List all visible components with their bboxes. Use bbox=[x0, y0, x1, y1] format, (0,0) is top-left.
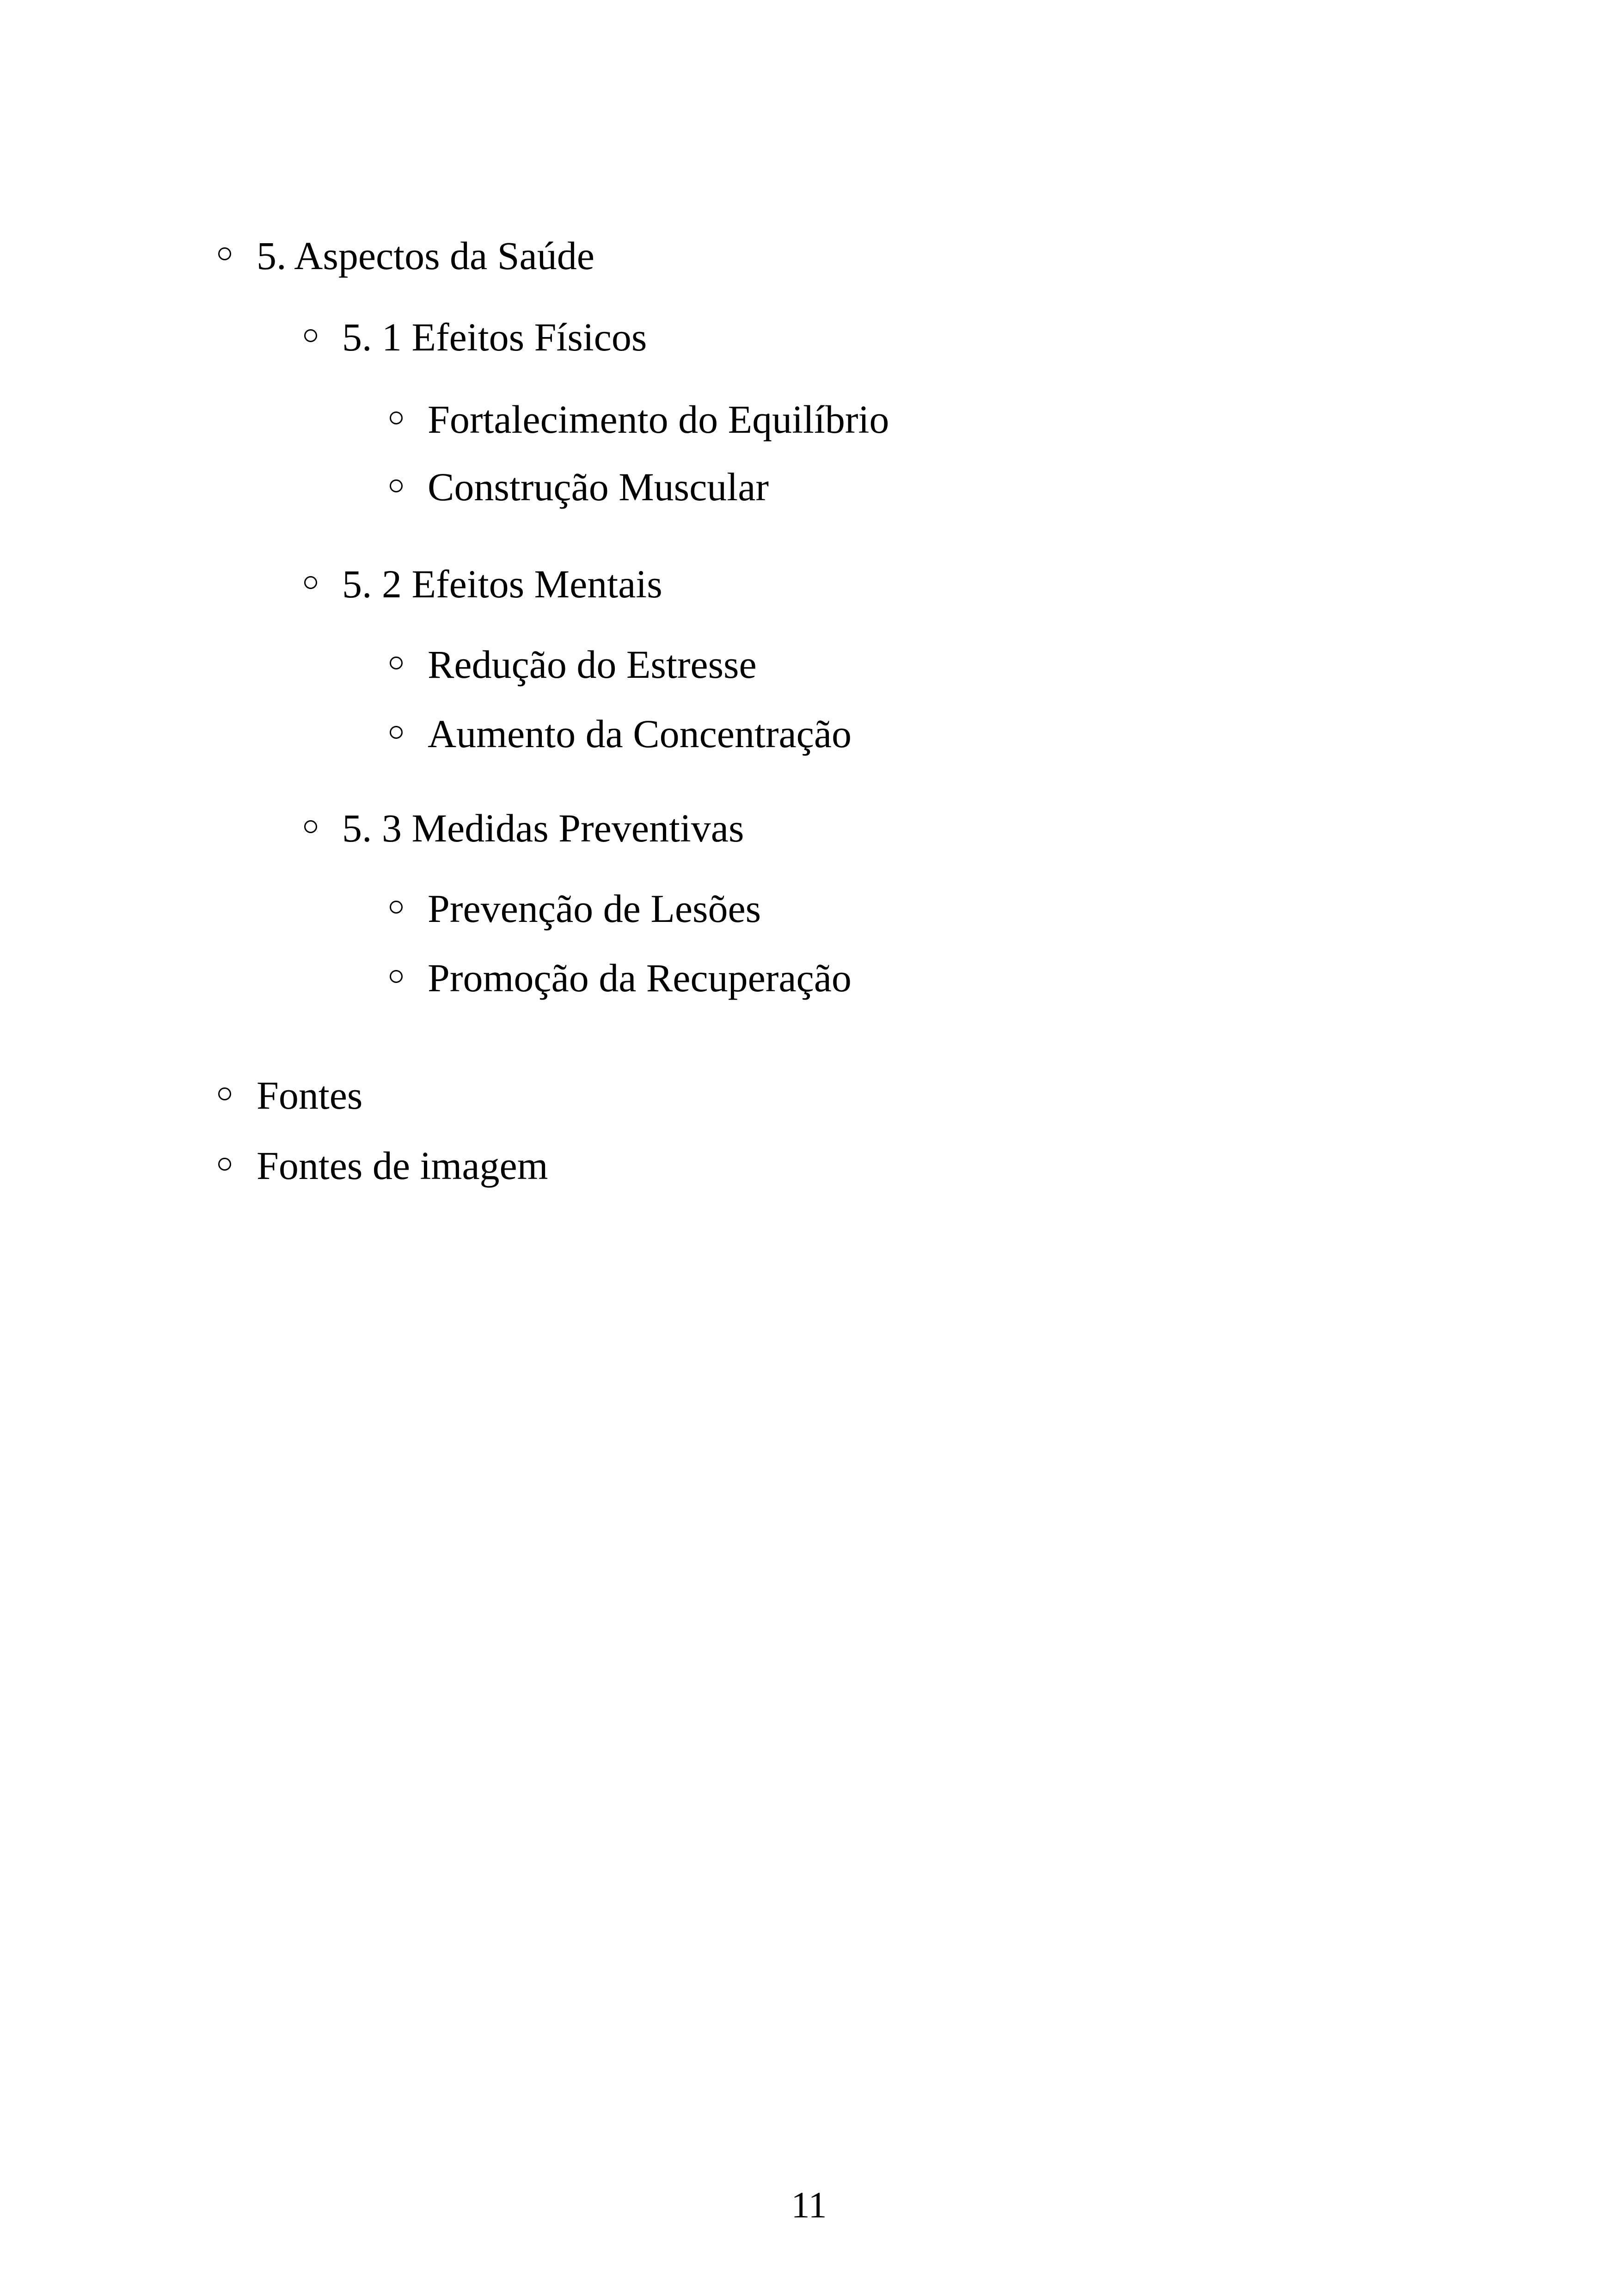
page-number: 11 bbox=[791, 2185, 827, 2226]
bullet-icon bbox=[304, 576, 317, 589]
bullet-icon bbox=[218, 247, 231, 260]
outline-item-section-5: 5. Aspectos da Saúde bbox=[257, 233, 594, 278]
outline-item-recuperacao: Promoção da Recuperação bbox=[428, 956, 852, 1000]
bullet-icon bbox=[218, 1087, 231, 1100]
bullet-icon bbox=[390, 411, 403, 424]
bullet-icon bbox=[390, 479, 403, 492]
outline-item-lesoes: Prevenção de Lesões bbox=[428, 886, 761, 931]
bullet-icon bbox=[390, 970, 403, 983]
outline-item-section-5-2: 5. 2 Efeitos Mentais bbox=[342, 562, 662, 606]
bullet-icon bbox=[304, 820, 317, 833]
outline-item-estresse: Redução do Estresse bbox=[428, 642, 757, 687]
bullet-icon bbox=[390, 657, 403, 669]
outline-item-fontes-imagem: Fontes de imagem bbox=[257, 1143, 548, 1188]
outline-item-concentracao: Aumento da Concentração bbox=[428, 712, 852, 756]
outline-item-fontes: Fontes bbox=[257, 1073, 363, 1117]
outline-item-equilibrio: Fortalecimento do Equilíbrio bbox=[428, 397, 889, 442]
bullet-icon bbox=[390, 901, 403, 914]
outline-item-section-5-1: 5. 1 Efeitos Físicos bbox=[342, 315, 647, 359]
bullet-icon bbox=[218, 1158, 231, 1171]
outline-item-section-5-3: 5. 3 Medidas Preventivas bbox=[342, 806, 744, 850]
outline-item-muscular: Construção Muscular bbox=[428, 465, 769, 509]
bullet-icon bbox=[304, 329, 317, 342]
bullet-icon bbox=[390, 726, 403, 739]
